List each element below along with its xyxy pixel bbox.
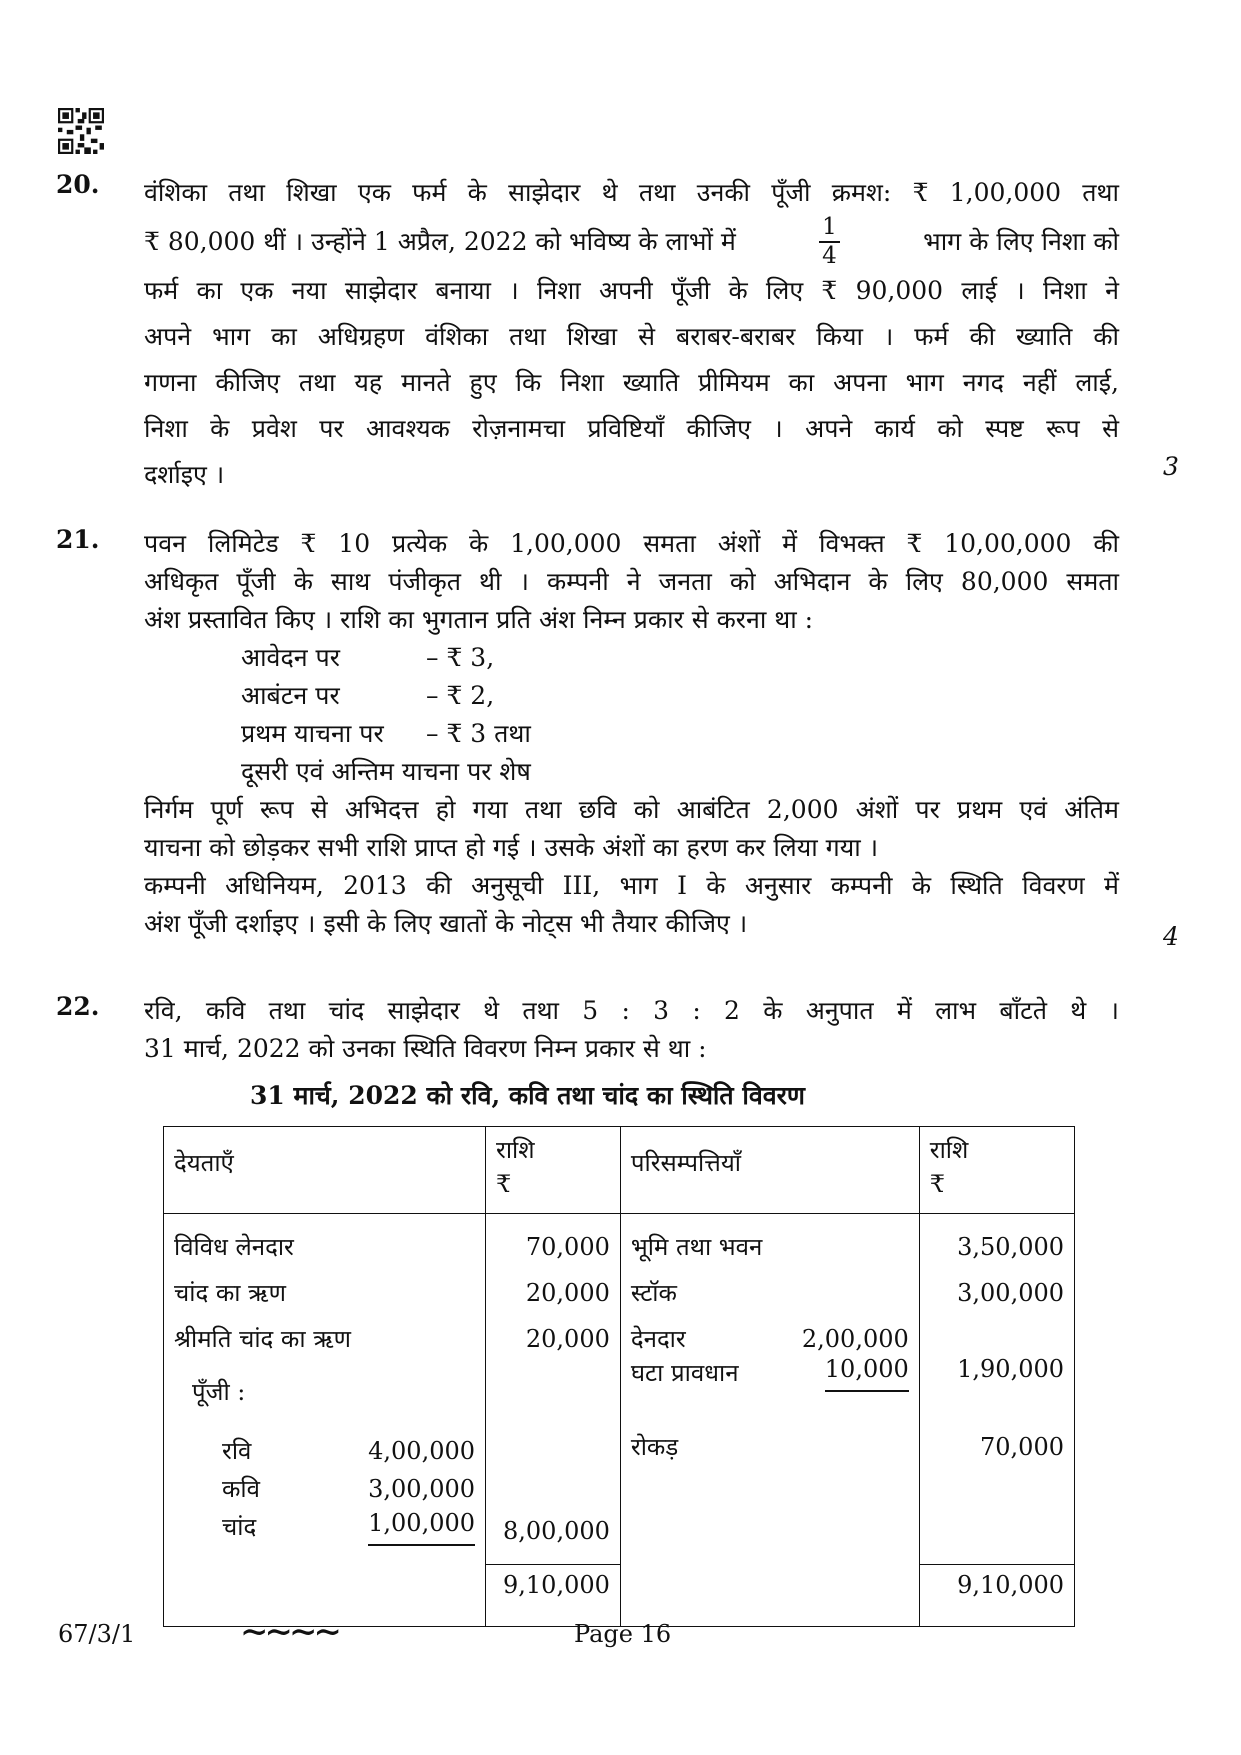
liability-name: चांद का ऋण [174, 1279, 286, 1307]
paper-code: 67/3/1 [58, 1620, 136, 1648]
page-number: Page 16 [574, 1620, 672, 1648]
payment-value: – ₹ 3, [426, 643, 495, 672]
capital-accounts [174, 1432, 475, 1546]
asset-amount: 1,90,000 [957, 1355, 1064, 1383]
text-line: निशा के प्रवेश पर आवश्यक रोज़नामचा प्रविष्टियाँ कीजिए । अपने कार्य को स्पष्ट रूप से [144, 414, 1119, 443]
payment-value: – ₹ 3 तथा [426, 719, 531, 748]
text-segment: भाग के लिए निशा को [923, 227, 1119, 256]
asset-amount: 3,00,000 [957, 1279, 1064, 1307]
marks-21: 4 [1163, 922, 1179, 951]
liabilities-amount-column [486, 1214, 621, 1627]
fraction-denominator: 4 [822, 243, 837, 269]
liability-amount: 20,000 [525, 1325, 610, 1353]
separator-tilde-icon: ∼∼∼∼ [240, 1612, 338, 1652]
table-body-row [164, 1214, 1075, 1627]
question-text [144, 525, 1119, 943]
fraction-numerator: 1 [819, 216, 840, 243]
text-line: दर्शाइए । [144, 460, 225, 489]
header-amount: राशि ₹ [486, 1127, 621, 1214]
assets-total: 9,10,000 [920, 1564, 1074, 1605]
text-segment: ₹ 80,000 थीं । उन्होंने 1 अप्रैल, 2022 को भविष्य के लाभों में [144, 227, 736, 256]
text-line: फर्म का एक नया साझेदार बनाया । निशा अपनी पूँजी के लिए ₹ 90,000 लाई । निशा ने [144, 276, 1119, 305]
table-header-row [164, 1127, 1075, 1214]
capital-total: 8,00,000 [503, 1517, 610, 1545]
question-number: 20. [56, 170, 100, 199]
payment-label: आबंटन पर [241, 681, 340, 710]
liability-amount: 70,000 [525, 1233, 610, 1261]
capital-row: रवि 4,00,000 [222, 1437, 476, 1465]
text-line: निर्गम पूर्ण रूप से अभिदत्त हो गया तथा छवि को आबंटित 2,000 अंशों पर प्रथम एवं अंतिम [144, 795, 1119, 824]
text-line-with-fraction [144, 216, 1119, 268]
payment-label: प्रथम याचना पर [241, 719, 384, 748]
assets-amount-column [919, 1214, 1074, 1627]
marks-20: 3 [1163, 452, 1179, 481]
payment-row [241, 639, 1119, 677]
balance-sheet-title: 31 मार्च, 2022 को रवि, कवि तथा चांद का स्थिति विवरण [250, 1081, 805, 1110]
text-line: वंशिका तथा शिखा एक फर्म के साझेदार थे तथा उनकी पूँजी क्रमश: ₹ 1,00,000 तथा [144, 178, 1119, 207]
text-line: अंश पूँजी दर्शाइए । इसी के लिए खातों के नोट्स भी तैयार कीजिए । [144, 909, 748, 938]
provision-row: घटा प्रावधान 10,000 [631, 1354, 909, 1392]
asset-amount: 70,000 [980, 1433, 1064, 1461]
payment-schedule [144, 639, 1119, 791]
liability-name: श्रीमति चांद का ऋण [174, 1325, 352, 1353]
text-line: पवन लिमिटेड ₹ 10 प्रत्येक के 1,00,000 समता अंशों में विभक्त ₹ 10,00,000 की [144, 529, 1119, 558]
payment-label: दूसरी एवं अन्तिम याचना पर शेष [241, 757, 531, 786]
capital-row: कवि 3,00,000 [222, 1475, 476, 1503]
fraction [819, 216, 840, 268]
liability-amount: 20,000 [525, 1279, 610, 1307]
text-line: गणना कीजिए तथा यह मानते हुए कि निशा ख्याति प्रीमियम का अपना भाग नगद नहीं लाई, [144, 368, 1119, 397]
asset-name: भूमि तथा भवन [630, 1233, 763, 1261]
payment-label: आवेदन पर [241, 643, 340, 672]
payment-row [241, 677, 1119, 715]
question-number: 21. [56, 525, 100, 554]
debtors-row: देनदार 2,00,000 [630, 1325, 909, 1353]
text-line: अंश प्रस्तावित किए । राशि का भुगतान प्रति अंश निम्न प्रकार से करना था : [144, 605, 814, 634]
text-line: रवि, कवि तथा चांद साझेदार थे तथा 5 : 3 : 2 के अनुपात में लाभ बाँटते थे । [144, 996, 1119, 1025]
text-line: अपने भाग का अधिग्रहण वंशिका तथा शिखा से बराबर-बराबर किया । फर्म की ख्याति की [144, 322, 1119, 351]
assets-column [620, 1214, 919, 1627]
qr-code-icon [58, 108, 104, 154]
header-liabilities: देयताएँ [164, 1127, 486, 1214]
asset-name: रोकड़ [630, 1433, 679, 1461]
text-line: 31 मार्च, 2022 को उनका स्थिति विवरण निम्न प्रकार से था : [144, 1034, 707, 1063]
text-line: अधिकृत पूँजी के साथ पंजीकृत थी । कम्पनी ने जनता को अभिदान के लिए 80,000 समता [144, 567, 1119, 596]
payment-row [241, 715, 1119, 753]
asset-amount: 3,50,000 [957, 1233, 1064, 1261]
payment-value: – ₹ 2, [426, 681, 495, 710]
question-text [144, 992, 1119, 1068]
text-line: याचना को छोड़कर सभी राशि प्राप्त हो गई । उसके अंशों का हरण कर लिया गया । [144, 833, 879, 862]
asset-name: स्टॉक [630, 1279, 677, 1307]
capital-row: चांद 1,00,000 [222, 1508, 475, 1546]
header-assets: परिसम्पत्तियाँ [620, 1127, 919, 1214]
text-line: कम्पनी अधिनियम, 2013 की अनुसूची III, भाग I के अनुसार कम्पनी के स्थिति विवरण में [144, 871, 1119, 900]
liability-name: विविध लेनदार [174, 1233, 294, 1261]
question-text [144, 170, 1119, 498]
liabilities-total: 9,10,000 [486, 1564, 620, 1605]
liabilities-column [164, 1214, 486, 1627]
balance-sheet-table [163, 1126, 1075, 1627]
payment-row [241, 753, 1119, 791]
header-amount: राशि ₹ [919, 1127, 1074, 1214]
question-number: 22. [56, 992, 100, 1021]
capital-label: पूँजी : [192, 1378, 246, 1406]
